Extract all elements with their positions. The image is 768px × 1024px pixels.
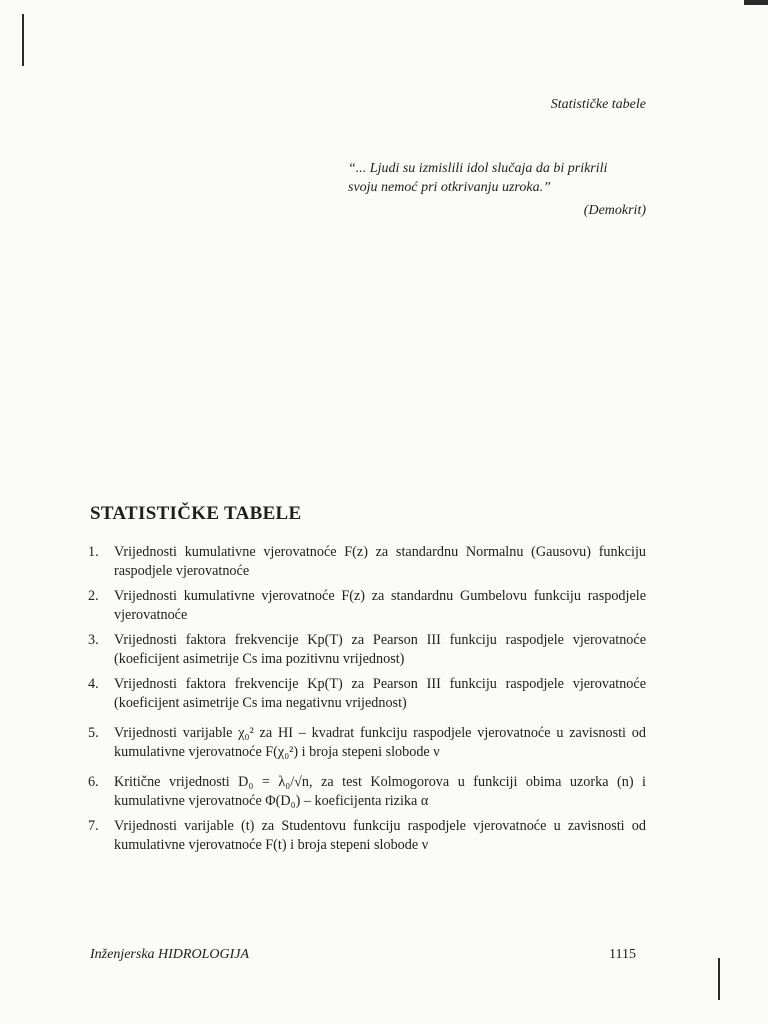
epigraph-line-1: “... Ljudi su izmislili idol slučaja da bi prikrili [348, 161, 608, 176]
list-item-4 [88, 675, 646, 713]
list-item-text: Vrijednosti varijable (t) za Studentovu funkciju raspodjele vjerovatnoće u zavisnosti od kumulativne vjerovatnoće F(t) i broja stepeni slobode ν [114, 818, 646, 853]
list-item-text: Vrijednosti varijable χ₀² za HI – kvadrat funkciju raspodjele vjerovatnoće u zavisnosti od kumulativne vjerovatnoće F(χ₀²) i broja stepeni slobode ν [114, 725, 646, 760]
epigraph-author: (Demokrit) [583, 203, 646, 218]
list-item-text: Kritične vrijednosti D₀ = λ₀/√n, za test Kolmogorova u funkciji obima uzorka (n) i kumulativne vjerovatnoće Φ(D₀) – koeficijenta rizika α [114, 774, 646, 809]
list-item-2 [88, 587, 646, 625]
footer-book-title: Inženjerska HIDROLOGIJA [90, 947, 250, 962]
list-item-7 [88, 817, 646, 855]
list-item-text: Vrijednosti faktora frekvencije Kp(T) za Pearson III funkciju raspodjele vjerovatnoće (koeficijent asimetrije Cs ima negativnu vrijednost) [114, 676, 646, 711]
scan-edge-mark-left [22, 14, 24, 66]
list-item-number: 2. [88, 588, 99, 604]
list-item-5 [88, 724, 646, 762]
epigraph-line-2: svoju nemoć pri otkrivanju uzroka.” [348, 180, 551, 195]
table-list [88, 543, 646, 861]
list-item-number: 4. [88, 676, 99, 692]
epigraph-quote [348, 159, 648, 220]
list-item-1 [88, 543, 646, 581]
scan-edge-mark-top [744, 0, 768, 5]
list-item-6 [88, 773, 646, 811]
section-title: STATISTIČKE TABELE [90, 503, 302, 524]
list-item-text: Vrijednosti kumulativne vjerovatnoće F(z) za standardnu Normalnu (Gausovu) funkciju raspodjele vjerovatnoće [114, 544, 646, 579]
list-item-text: Vrijednosti faktora frekvencije Kp(T) za Pearson III funkciju raspodjele vjerovatnoće (koeficijent asimetrije Cs ima pozitivnu vrijednost) [114, 632, 646, 667]
list-item-number: 1. [88, 544, 99, 560]
list-item-number: 3. [88, 632, 99, 648]
list-item-number: 7. [88, 818, 99, 834]
scan-edge-mark-right [718, 958, 720, 1000]
list-item-text: Vrijednosti kumulativne vjerovatnoće F(z) za standardnu Gumbelovu funkciju raspodjele vjerovatnoće [114, 588, 646, 623]
running-head: Statističke tabele [550, 97, 646, 112]
page-number: 1115 [609, 947, 636, 962]
list-item-3 [88, 631, 646, 669]
list-item-number: 6. [88, 774, 99, 790]
list-item-number: 5. [88, 725, 99, 741]
